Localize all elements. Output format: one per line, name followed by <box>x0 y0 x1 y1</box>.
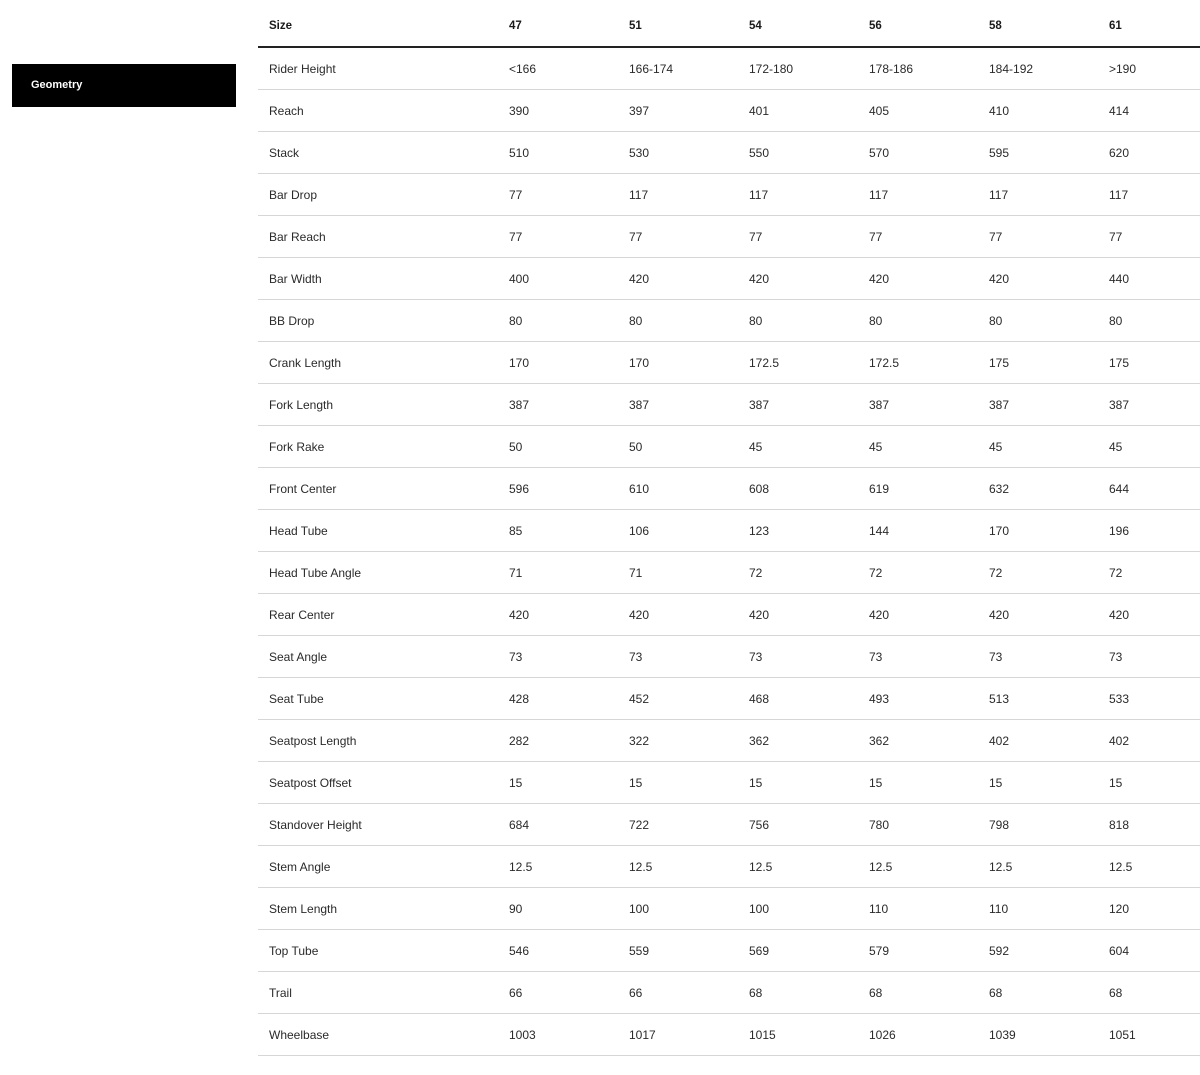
table-row <box>258 888 1200 930</box>
table-row <box>258 720 1200 762</box>
table-cell: 322 <box>618 720 738 762</box>
table-cell: 15 <box>978 762 1098 804</box>
table-cell: 684 <box>498 804 618 846</box>
table-cell: 12.5 <box>978 846 1098 888</box>
table-cell: 608 <box>738 468 858 510</box>
table-cell: 80 <box>1098 300 1200 342</box>
row-label: Rear Center <box>258 594 498 636</box>
table-cell: 66 <box>618 972 738 1014</box>
table-cell: 1039 <box>978 1014 1098 1056</box>
table-cell: >190 <box>1098 47 1200 90</box>
table-cell: 77 <box>498 216 618 258</box>
table-cell: 80 <box>738 300 858 342</box>
table-cell: 610 <box>618 468 738 510</box>
table-cell: 440 <box>1098 258 1200 300</box>
table-cell: 45 <box>978 426 1098 468</box>
table-cell: 72 <box>978 552 1098 594</box>
table-cell: 166-174 <box>618 47 738 90</box>
table-cell: 172-180 <box>738 47 858 90</box>
table-cell: 196 <box>1098 510 1200 552</box>
table-cell: 387 <box>978 384 1098 426</box>
table-cell: 15 <box>858 762 978 804</box>
table-cell: 170 <box>498 342 618 384</box>
table-cell: 120 <box>1098 888 1200 930</box>
table-cell: 632 <box>978 468 1098 510</box>
row-label: Reach <box>258 90 498 132</box>
row-label: Trail <box>258 972 498 1014</box>
table-cell: 77 <box>978 216 1098 258</box>
table-row <box>258 384 1200 426</box>
geometry-table-header <box>258 6 1200 47</box>
table-cell: 110 <box>978 888 1098 930</box>
size-column-header: 56 <box>858 6 978 47</box>
table-cell: 170 <box>618 342 738 384</box>
table-cell: 420 <box>498 594 618 636</box>
table-cell: 80 <box>618 300 738 342</box>
table-cell: 73 <box>858 636 978 678</box>
table-cell: 410 <box>978 90 1098 132</box>
table-cell: 45 <box>738 426 858 468</box>
table-row <box>258 90 1200 132</box>
table-cell: 80 <box>978 300 1098 342</box>
table-cell: 619 <box>858 468 978 510</box>
table-cell: 420 <box>618 258 738 300</box>
table-cell: 175 <box>978 342 1098 384</box>
table-row <box>258 930 1200 972</box>
table-cell: 80 <box>498 300 618 342</box>
table-cell: 15 <box>1098 762 1200 804</box>
table-cell: 818 <box>1098 804 1200 846</box>
table-cell: 73 <box>618 636 738 678</box>
table-cell: 533 <box>1098 678 1200 720</box>
table-cell: 420 <box>858 258 978 300</box>
table-cell: 72 <box>858 552 978 594</box>
table-cell: 570 <box>858 132 978 174</box>
table-cell: 117 <box>738 174 858 216</box>
header-row <box>258 6 1200 47</box>
table-cell: 77 <box>1098 216 1200 258</box>
table-cell: 175 <box>1098 342 1200 384</box>
table-cell: 1003 <box>498 1014 618 1056</box>
table-cell: 559 <box>618 930 738 972</box>
table-cell: 80 <box>858 300 978 342</box>
table-cell: 420 <box>738 258 858 300</box>
row-label: BB Drop <box>258 300 498 342</box>
table-cell: 401 <box>738 90 858 132</box>
row-label: Seatpost Offset <box>258 762 498 804</box>
table-cell: 493 <box>858 678 978 720</box>
table-cell: 71 <box>498 552 618 594</box>
table-cell: 362 <box>738 720 858 762</box>
row-label: Front Center <box>258 468 498 510</box>
table-cell: 596 <box>498 468 618 510</box>
table-cell: 73 <box>1098 636 1200 678</box>
table-cell: 428 <box>498 678 618 720</box>
table-row <box>258 216 1200 258</box>
row-label: Seatpost Length <box>258 720 498 762</box>
table-cell: 420 <box>738 594 858 636</box>
table-cell: 12.5 <box>858 846 978 888</box>
table-cell: 100 <box>618 888 738 930</box>
table-cell: 106 <box>618 510 738 552</box>
table-cell: 550 <box>738 132 858 174</box>
table-cell: 68 <box>858 972 978 1014</box>
table-cell: 184-192 <box>978 47 1098 90</box>
table-cell: 387 <box>498 384 618 426</box>
table-row <box>258 678 1200 720</box>
table-cell: 73 <box>978 636 1098 678</box>
size-column-header: 54 <box>738 6 858 47</box>
table-cell: 452 <box>618 678 738 720</box>
table-cell: 400 <box>498 258 618 300</box>
geometry-table-body <box>258 47 1200 1056</box>
table-cell: 1026 <box>858 1014 978 1056</box>
table-cell: 756 <box>738 804 858 846</box>
table-cell: 402 <box>1098 720 1200 762</box>
table-row <box>258 972 1200 1014</box>
table-cell: 402 <box>978 720 1098 762</box>
table-cell: 45 <box>1098 426 1200 468</box>
table-cell: 15 <box>498 762 618 804</box>
table-cell: 100 <box>738 888 858 930</box>
table-row <box>258 804 1200 846</box>
table-cell: 414 <box>1098 90 1200 132</box>
table-row <box>258 342 1200 384</box>
row-label: Bar Width <box>258 258 498 300</box>
row-label: Wheelbase <box>258 1014 498 1056</box>
table-cell: 595 <box>978 132 1098 174</box>
table-row <box>258 47 1200 90</box>
table-cell: 387 <box>618 384 738 426</box>
table-cell: 77 <box>738 216 858 258</box>
table-cell: 77 <box>618 216 738 258</box>
table-cell: 117 <box>618 174 738 216</box>
row-label: Rider Height <box>258 47 498 90</box>
table-cell: 604 <box>1098 930 1200 972</box>
table-cell: 90 <box>498 888 618 930</box>
size-column-header: 47 <box>498 6 618 47</box>
table-cell: 569 <box>738 930 858 972</box>
table-row <box>258 762 1200 804</box>
table-cell: 144 <box>858 510 978 552</box>
table-cell: 546 <box>498 930 618 972</box>
row-label: Seat Angle <box>258 636 498 678</box>
table-row <box>258 258 1200 300</box>
table-cell: 530 <box>618 132 738 174</box>
table-cell: 510 <box>498 132 618 174</box>
table-cell: 71 <box>618 552 738 594</box>
table-cell: 722 <box>618 804 738 846</box>
table-cell: 780 <box>858 804 978 846</box>
table-cell: 117 <box>858 174 978 216</box>
table-cell: 1017 <box>618 1014 738 1056</box>
table-cell: 1051 <box>1098 1014 1200 1056</box>
table-row <box>258 552 1200 594</box>
table-cell: 50 <box>618 426 738 468</box>
table-cell: 172.5 <box>858 342 978 384</box>
size-column-header: 61 <box>1098 6 1200 47</box>
table-cell: 405 <box>858 90 978 132</box>
table-cell: 85 <box>498 510 618 552</box>
table-cell: 387 <box>1098 384 1200 426</box>
table-cell: 362 <box>858 720 978 762</box>
table-cell: 387 <box>738 384 858 426</box>
table-cell: 12.5 <box>498 846 618 888</box>
table-cell: 110 <box>858 888 978 930</box>
table-row <box>258 132 1200 174</box>
table-cell: 282 <box>498 720 618 762</box>
table-cell: 420 <box>1098 594 1200 636</box>
table-cell: 66 <box>498 972 618 1014</box>
table-cell: 579 <box>858 930 978 972</box>
row-label: Fork Length <box>258 384 498 426</box>
row-label: Seat Tube <box>258 678 498 720</box>
table-cell: 178-186 <box>858 47 978 90</box>
table-row <box>258 636 1200 678</box>
row-label: Stack <box>258 132 498 174</box>
table-cell: 15 <box>618 762 738 804</box>
table-row <box>258 174 1200 216</box>
size-column-header: 51 <box>618 6 738 47</box>
table-cell: 620 <box>1098 132 1200 174</box>
table-cell: 77 <box>498 174 618 216</box>
table-cell: <166 <box>498 47 618 90</box>
table-cell: 72 <box>1098 552 1200 594</box>
table-cell: 117 <box>978 174 1098 216</box>
table-cell: 77 <box>858 216 978 258</box>
table-cell: 170 <box>978 510 1098 552</box>
table-cell: 73 <box>738 636 858 678</box>
table-cell: 172.5 <box>738 342 858 384</box>
table-row <box>258 468 1200 510</box>
geometry-table <box>258 6 1200 1056</box>
table-cell: 468 <box>738 678 858 720</box>
row-label: Head Tube Angle <box>258 552 498 594</box>
table-cell: 68 <box>738 972 858 1014</box>
table-cell: 390 <box>498 90 618 132</box>
table-cell: 68 <box>978 972 1098 1014</box>
table-cell: 12.5 <box>618 846 738 888</box>
table-cell: 644 <box>1098 468 1200 510</box>
table-cell: 15 <box>738 762 858 804</box>
size-header-label: Size <box>258 6 498 47</box>
row-label: Head Tube <box>258 510 498 552</box>
table-row <box>258 426 1200 468</box>
row-label: Crank Length <box>258 342 498 384</box>
table-cell: 123 <box>738 510 858 552</box>
table-cell: 45 <box>858 426 978 468</box>
table-cell: 592 <box>978 930 1098 972</box>
table-cell: 420 <box>618 594 738 636</box>
table-row <box>258 594 1200 636</box>
table-cell: 420 <box>978 594 1098 636</box>
table-row <box>258 510 1200 552</box>
table-cell: 1015 <box>738 1014 858 1056</box>
tab-geometry[interactable]: Geometry <box>12 64 236 107</box>
table-cell: 420 <box>858 594 978 636</box>
row-label: Bar Drop <box>258 174 498 216</box>
table-cell: 68 <box>1098 972 1200 1014</box>
row-label: Top Tube <box>258 930 498 972</box>
table-cell: 12.5 <box>738 846 858 888</box>
table-row <box>258 846 1200 888</box>
row-label: Stem Angle <box>258 846 498 888</box>
table-cell: 513 <box>978 678 1098 720</box>
table-cell: 387 <box>858 384 978 426</box>
table-cell: 117 <box>1098 174 1200 216</box>
table-cell: 73 <box>498 636 618 678</box>
table-cell: 798 <box>978 804 1098 846</box>
table-row <box>258 1014 1200 1056</box>
table-cell: 72 <box>738 552 858 594</box>
size-column-header: 58 <box>978 6 1098 47</box>
row-label: Stem Length <box>258 888 498 930</box>
row-label: Bar Reach <box>258 216 498 258</box>
table-cell: 397 <box>618 90 738 132</box>
table-cell: 50 <box>498 426 618 468</box>
row-label: Standover Height <box>258 804 498 846</box>
table-row <box>258 300 1200 342</box>
table-cell: 420 <box>978 258 1098 300</box>
table-cell: 12.5 <box>1098 846 1200 888</box>
row-label: Fork Rake <box>258 426 498 468</box>
